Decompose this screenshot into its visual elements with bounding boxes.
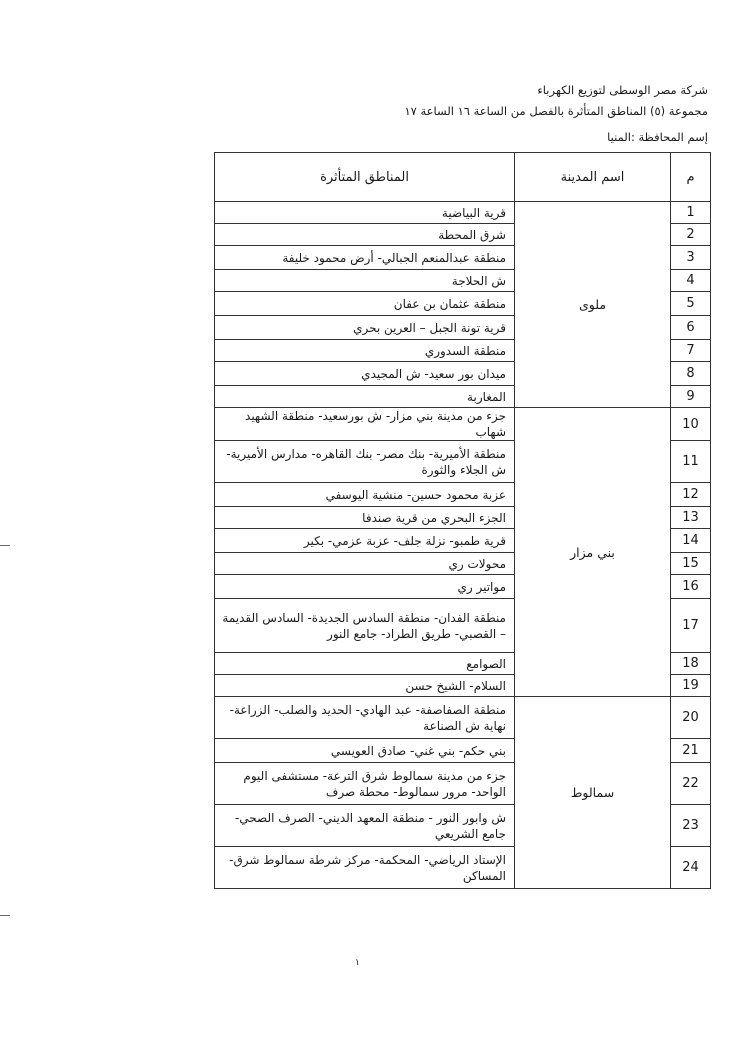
margin-mark xyxy=(0,545,10,546)
table-row xyxy=(215,202,711,224)
page-number: ١ xyxy=(355,958,360,968)
row-number: 15 xyxy=(671,553,711,575)
affected-areas-table xyxy=(214,152,711,889)
col-areas-header: المناطق المتأثرة xyxy=(215,153,515,202)
city-name: بني مزار xyxy=(515,408,671,697)
row-number: 6 xyxy=(671,316,711,340)
affected-area: ش وابور النور - منطقة المعهد الديني- الصرف الصحي- جامع الشريعي xyxy=(215,805,515,847)
affected-area: مواتير ري xyxy=(215,575,515,599)
row-number: 11 xyxy=(671,441,711,483)
row-number: 8 xyxy=(671,362,711,386)
row-number: 24 xyxy=(671,847,711,889)
row-number: 12 xyxy=(671,483,711,507)
affected-area: منطقة الصفاصفة- عبد الهادي- الحديد والصلب- الزراعة- نهاية ش الصناعة xyxy=(215,697,515,739)
affected-area: منطقة عثمان بن عفان xyxy=(215,292,515,316)
row-number: 21 xyxy=(671,739,711,763)
affected-area: بني حكم- بني غني- صادق العويسي xyxy=(215,739,515,763)
row-number: 16 xyxy=(671,575,711,599)
row-number: 1 xyxy=(671,202,711,224)
col-number-header: م xyxy=(671,153,711,202)
row-number: 5 xyxy=(671,292,711,316)
table-row xyxy=(215,697,711,739)
affected-area: ش الحلاجة xyxy=(215,270,515,292)
row-number: 14 xyxy=(671,529,711,553)
row-number: 7 xyxy=(671,340,711,362)
row-number: 10 xyxy=(671,408,711,441)
margin-mark xyxy=(0,915,10,916)
row-number: 23 xyxy=(671,805,711,847)
affected-area: المغاربة xyxy=(215,386,515,408)
row-number: 17 xyxy=(671,599,711,653)
affected-area: محولات ري xyxy=(215,553,515,575)
affected-area: منطقة السدوري xyxy=(215,340,515,362)
affected-area: شرق المحطة xyxy=(215,224,515,246)
row-number: 3 xyxy=(671,246,711,270)
affected-area: الصوامع xyxy=(215,653,515,675)
affected-area: قرية تونة الجبل – العرين بحري xyxy=(215,316,515,340)
affected-area: منطقة الأميرية- بنك مصر- بنك القاهره- مدارس الأميرية- ش الجلاء والثورة xyxy=(215,441,515,483)
affected-area: الإستاد الرياضي- المحكمة- مركز شرطة سمالوط شرق- المساكن xyxy=(215,847,515,889)
affected-area: ميدان بور سعيد- ش المجيدي xyxy=(215,362,515,386)
group-title: مجموعة (٥) المناطق المتأثرة بالفصل من الساعة ١٦ الساعة ١٧ xyxy=(404,104,708,118)
table-body xyxy=(215,202,711,889)
row-number: 2 xyxy=(671,224,711,246)
row-number: 4 xyxy=(671,270,711,292)
table-header-row xyxy=(215,153,711,202)
affected-area: السلام- الشيخ حسن xyxy=(215,675,515,697)
row-number: 20 xyxy=(671,697,711,739)
row-number: 22 xyxy=(671,763,711,805)
table-row xyxy=(215,408,711,441)
company-name: شركة مصر الوسطى لتوزيع الكهرباء xyxy=(537,83,708,97)
governorate-label: إسم المحافظة :المنيا xyxy=(607,130,708,144)
col-city-header: اسم المدينة xyxy=(515,153,671,202)
row-number: 19 xyxy=(671,675,711,697)
row-number: 13 xyxy=(671,507,711,529)
affected-area: قرية البياضية xyxy=(215,202,515,224)
row-number: 18 xyxy=(671,653,711,675)
affected-area: منطقة عبدالمنعم الجبالي- أرض محمود خليفة xyxy=(215,246,515,270)
affected-area: منطقة الفدان- منطقة السادس الجديدة- السادس القديمة – القصبي- طريق الطراد- جامع النور xyxy=(215,599,515,653)
affected-area: جزء من مدينة سمالوط شرق الترعة- مستشفى اليوم الواحد- مرور سمالوط- محطة صرف xyxy=(215,763,515,805)
city-name: سمالوط xyxy=(515,697,671,889)
affected-area: عزبة محمود حسين- منشية اليوسفي xyxy=(215,483,515,507)
affected-area: الجزء البحري من قرية صندفا xyxy=(215,507,515,529)
city-name: ملوى xyxy=(515,202,671,408)
affected-area: قرية طمبو- نزلة جلف- عزبة عزمي- بكير xyxy=(215,529,515,553)
row-number: 9 xyxy=(671,386,711,408)
affected-area: جزء من مدينة بني مزار- ش بورسعيد- منطقة الشهيد شهاب xyxy=(215,408,515,441)
